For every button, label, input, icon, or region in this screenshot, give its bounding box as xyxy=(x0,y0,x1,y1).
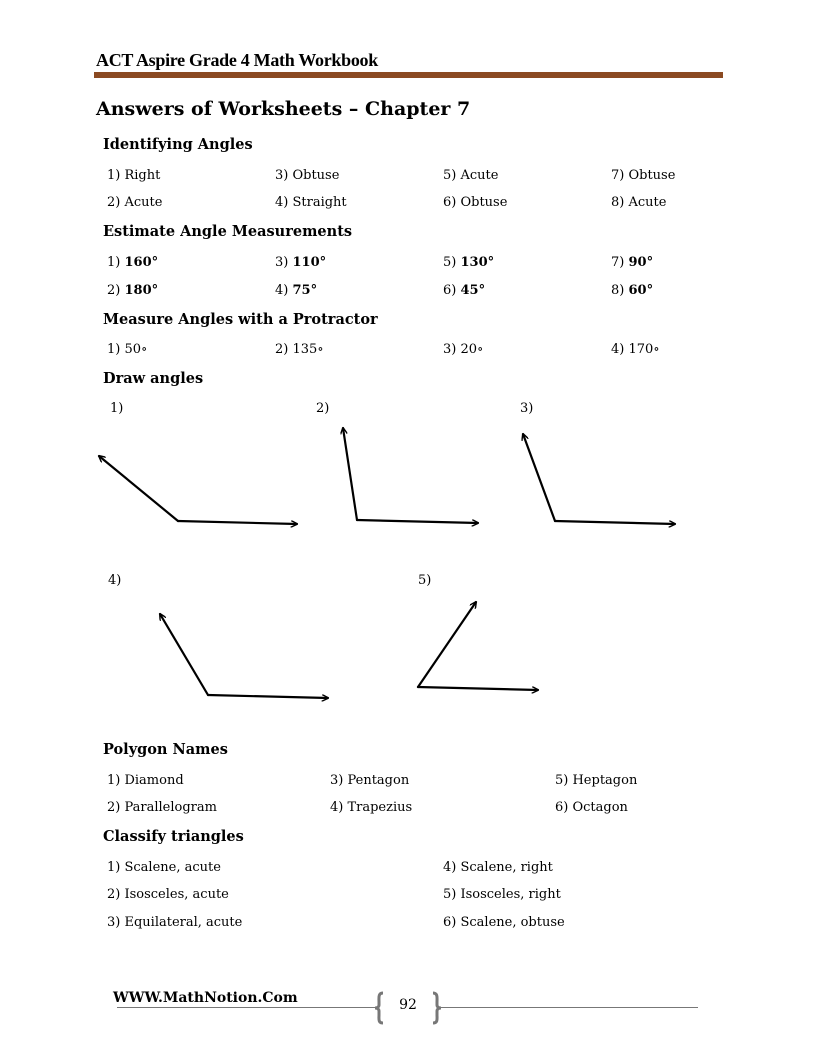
section-heading-estimate-angles: Estimate Angle Measurements xyxy=(103,223,353,240)
angle-label: 4) xyxy=(108,573,122,588)
list-item: 2) Isosceles, acute xyxy=(107,887,229,902)
footer-rule-right xyxy=(440,1007,698,1008)
list-item: 6) 45° xyxy=(443,283,486,298)
list-item: 8) 60° xyxy=(611,283,654,298)
section-heading-identifying-angles: Identifying Angles xyxy=(103,136,253,153)
list-item: 6) Scalene, obtuse xyxy=(443,915,565,930)
angle-label: 3) xyxy=(520,401,534,416)
angle-4-drawing xyxy=(160,614,328,698)
list-item: 5) Heptagon xyxy=(555,773,638,788)
list-item: 2) 135∘ xyxy=(275,342,324,357)
angle-2-drawing xyxy=(343,428,478,523)
list-item: 4) 75° xyxy=(275,283,318,298)
page-number: 92 xyxy=(399,997,417,1013)
list-item: 5) Acute xyxy=(443,168,499,183)
list-item: 6) Octagon xyxy=(555,800,628,815)
list-item: 3) 20∘ xyxy=(443,342,484,357)
section-heading-draw-angles: Draw angles xyxy=(103,370,204,387)
list-item: 3) Pentagon xyxy=(330,773,410,788)
list-item: 4) 170∘ xyxy=(611,342,660,357)
angle-1-drawing xyxy=(99,456,297,524)
list-item: 1) Right xyxy=(107,168,161,183)
section-heading-classify-triangles: Classify triangles xyxy=(103,828,244,845)
angle-3-drawing xyxy=(523,434,675,524)
list-item: 5) 130° xyxy=(443,255,495,270)
list-item: 4) Scalene, right xyxy=(443,860,553,875)
list-item: 1) Scalene, acute xyxy=(107,860,221,875)
footer-rule-left xyxy=(117,1007,375,1008)
list-item: 5) Isosceles, right xyxy=(443,887,561,902)
angle-label: 1) xyxy=(110,401,124,416)
angle-label: 2) xyxy=(316,401,330,416)
list-item: 6) Obtuse xyxy=(443,195,508,210)
list-item: 1) Diamond xyxy=(107,773,184,788)
list-item: 1) 50∘ xyxy=(107,342,148,357)
list-item: 3) Equilateral, acute xyxy=(107,915,243,930)
list-item: 3) 110° xyxy=(275,255,327,270)
list-item: 4) Straight xyxy=(275,195,347,210)
list-item: 7) 90° xyxy=(611,255,654,270)
list-item: 4) Trapezius xyxy=(330,800,413,815)
section-heading-measure-angles: Measure Angles with a Protractor xyxy=(103,311,378,328)
list-item: 2) 180° xyxy=(107,283,159,298)
list-item: 8) Acute xyxy=(611,195,667,210)
list-item: 2) Acute xyxy=(107,195,163,210)
chapter-title: Answers of Worksheets – Chapter 7 xyxy=(96,98,471,120)
section-heading-polygon-names: Polygon Names xyxy=(103,741,228,758)
angle-5-drawing xyxy=(418,602,538,690)
angle-label: 5) xyxy=(418,573,432,588)
list-item: 7) Obtuse xyxy=(611,168,676,183)
list-item: 2) Parallelogram xyxy=(107,800,217,815)
list-item: 3) Obtuse xyxy=(275,168,340,183)
list-item: 1) 160° xyxy=(107,255,159,270)
workbook-title: ACT Aspire Grade 4 Math Workbook xyxy=(96,50,378,70)
footer-website: WWW.MathNotion.Com xyxy=(113,990,298,1006)
